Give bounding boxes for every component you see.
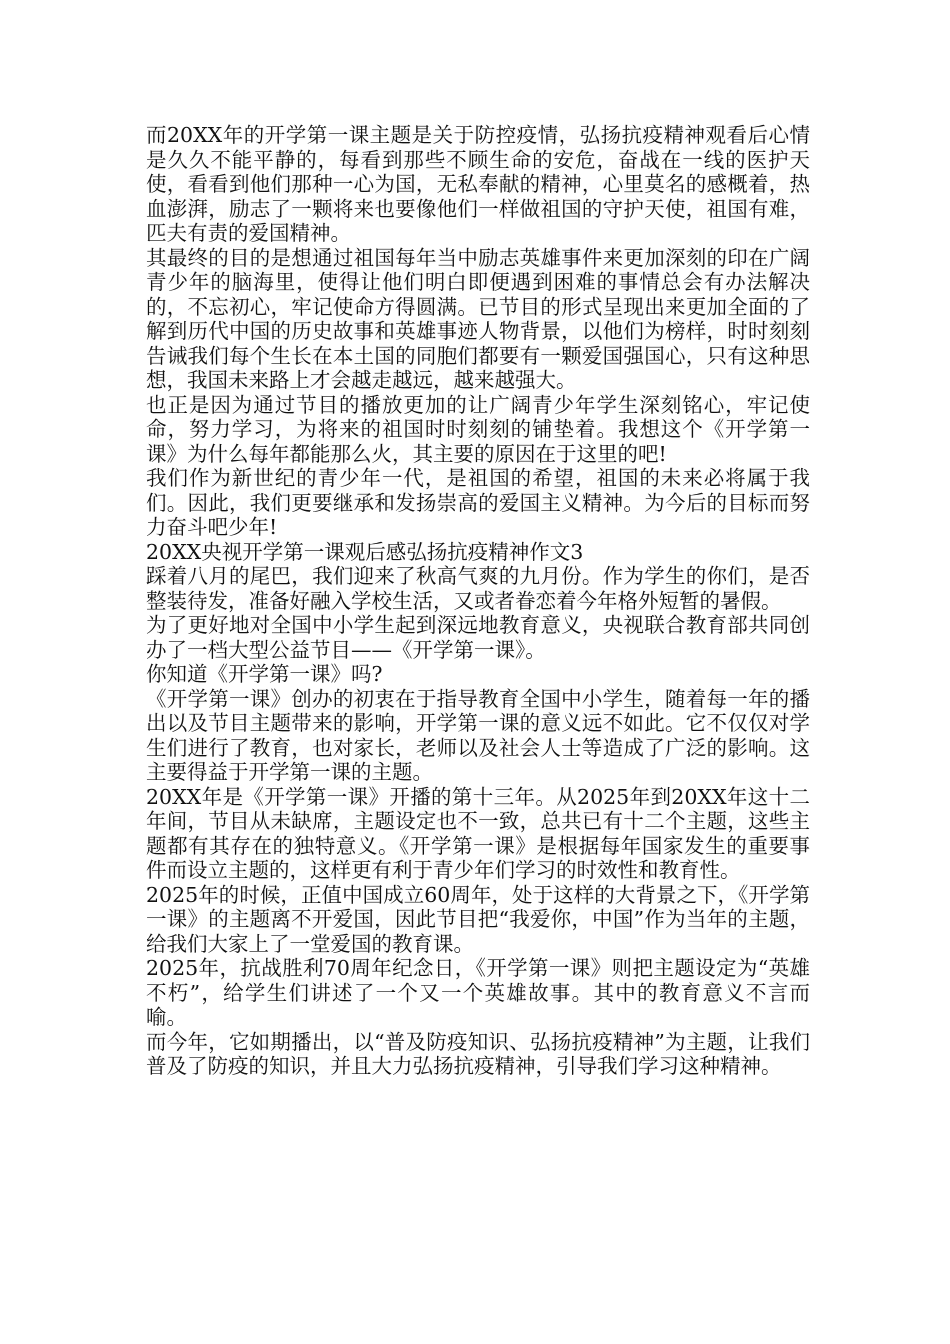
paragraph-7: 你知道《开学第一课》吗? (146, 662, 383, 686)
paragraph-4: 我们作为新世纪的青少年一代，是祖国的希望，祖国的未来必将属于我们。因此，我们更要继承和发扬崇高的爱国主义精神。为今后的目标而努力奋斗吧少年! (146, 466, 810, 539)
paragraph-3: 也正是因为通过节目的播放更加的让广阔青少年学生深刻铭心，牢记使命，努力学习，为将来的祖国时时刻刻的铺垫着。我想这个《开学第一课》为什么每年都能那么火，其主要的原因在于这里的吧! (146, 392, 810, 466)
paragraph-12: 而今年，它如期播出，以“普及防疫知识、弘扬抗疫精神”为主题，让我们普及了防疫的知识，并且大力弘扬抗疫精神，引导我们学习这种精神。 (146, 1029, 810, 1078)
paragraph-6: 为了更好地对全国中小学生起到深远地教育意义，央视联合教育部共同创办了一档大型公益节目——《开学第一课》。 (146, 613, 810, 662)
paragraph-11: 2025年，抗战胜利70周年纪念日，《开学第一课》则把主题设定为“英雄不朽”，给学生们讲述了一个又一个英雄故事。其中的教育意义不言而喻。 (146, 956, 810, 1029)
document-body (146, 123, 810, 1079)
paragraph-5: 踩着八月的尾巴，我们迎来了秋高气爽的九月份。作为学生的你们，是否整装待发，准备好融入学校生活，又或者眷恋着今年格外短暂的暑假。 (146, 564, 810, 613)
paragraph-1: 而20XX年的开学第一课主题是关于防控疫情，弘扬抗疫精神观看后心情是久久不能平静的，每看到那些不顾生命的安危，奋战在一线的医护天使，看看到他们那种一心为国，无私奉献的精神，心里莫名的感概着，热血澎湃，励志了一颗将来也要像他们一样做祖国的守护天使，祖国有难，匹夫有责的爱国精神。 (146, 123, 810, 245)
paragraph-10: 2025年的时候，正值中国成立60周年，处于这样的大背景之下，《开学第一课》的主题离不开爱国，因此节目把“我爱你，中国”作为当年的主题，给我们大家上了一堂爱国的教育课。 (146, 882, 810, 956)
paragraph-9: 20XX年是《开学第一课》开播的第十三年。从2025年到20XX年这十二年间，节目从未缺席，主题设定也不一致，总共已有十二个主题，这些主题都有其存在的独特意义。《开学第一课》是根据每年国家发生的重要事件而设立主题的，这样更有利于青少年们学习的时效性和教育性。 (146, 784, 810, 882)
paragraph-8: 《开学第一课》创办的初衷在于指导教育全国中小学生，随着每一年的播出以及节目主题带来的影响，开学第一课的意义远不如此。它不仅仅对学生们进行了教育，也对家长，老师以及社会人士等造成了广泛的影响。这主要得益于开学第一课的主题。 (146, 686, 810, 784)
section-heading: 20XX央视开学第一课观后感弘扬抗疫精神作文3 (146, 539, 584, 564)
paragraph-2: 其最终的目的是想通过祖国每年当中励志英雄事件来更加深刻的印在广阔青少年的脑海里，使得让他们明白即便遇到困难的事情总会有办法解决的，不忘初心，牢记使命方得圆满。已节目的形式呈现出来更加全面的了解到历代中国的历史故事和英雄事迹人物背景，以他们为榜样，时时刻刻告诫我们每个生长在本土国的同胞们都要有一颗爱国强国心，只有这种思想，我国未来路上才会越走越远，越来越强大。 (146, 245, 810, 392)
